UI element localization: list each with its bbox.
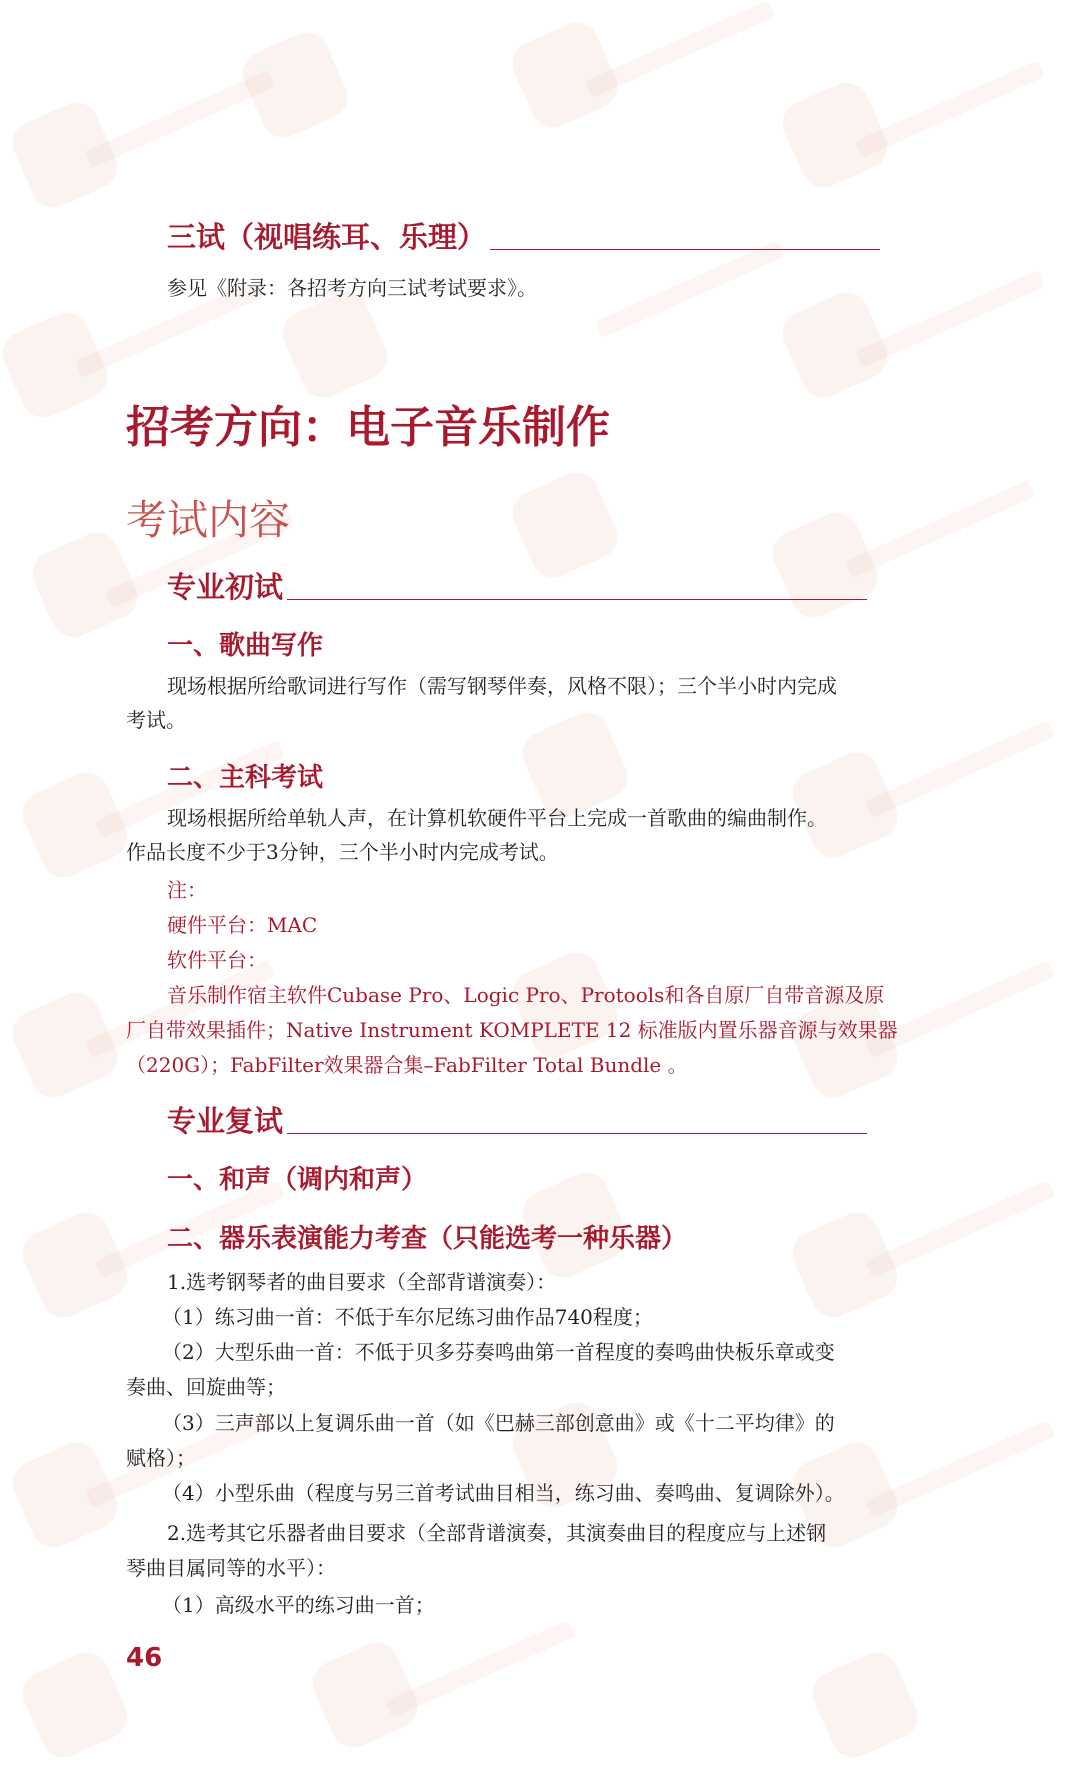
retest-line: （2）大型乐曲一首：不低于贝多芬奏鸣曲第一首程度的奏鸣曲快板乐章或变 <box>162 1340 835 1364</box>
initial-software-line2: 厂自带效果插件；Native Instrument KOMPLETE 12 标准版内置乐器音源与效果器 <box>126 1018 898 1042</box>
initial-note-label: 注： <box>167 878 207 902</box>
retest-heading-rule <box>287 1133 867 1134</box>
retest-line: 琴曲目属同等的水平）： <box>126 1556 336 1580</box>
page-number: 46 <box>126 1643 163 1673</box>
initial-item2-line2: 作品长度不少于3分钟，三个半小时内完成考试。 <box>126 840 559 864</box>
retest-item2-title: 二、器乐表演能力考查（只能选考一种乐器） <box>167 1224 688 1254</box>
retest-item1-title: 一、和声（调内和声） <box>167 1165 428 1195</box>
initial-software-label: 软件平台： <box>167 948 267 972</box>
initial-heading-row <box>167 570 867 604</box>
initial-item1-line1: 现场根据所给歌词进行写作（需写钢琴伴奏，风格不限）；三个半小时内完成 <box>167 674 837 698</box>
retest-heading-row <box>167 1104 867 1138</box>
initial-heading: 专业初试 <box>167 570 284 604</box>
page-title: 招考方向：电子音乐制作 <box>126 402 610 453</box>
initial-hardware: 硬件平台：MAC <box>167 913 318 937</box>
initial-item1-title: 一、歌曲写作 <box>167 631 324 661</box>
retest-line: （1）高级水平的练习曲一首； <box>162 1593 435 1617</box>
initial-heading-rule <box>287 599 867 600</box>
retest-line: 赋格）； <box>126 1446 196 1470</box>
retest3-heading-row <box>167 220 880 254</box>
retest3-heading-rule <box>490 249 880 250</box>
retest3-note: 参见《附录：各招考方向三试考试要求》。 <box>167 276 537 300</box>
retest-line: （4）小型乐曲（程度与另三首考试曲目相当，练习曲、奏鸣曲、复调除外）。 <box>162 1481 845 1505</box>
initial-item2-line1: 现场根据所给单轨人声，在计算机软硬件平台上完成一首歌曲的编曲制作。 <box>167 806 827 830</box>
retest-heading: 专业复试 <box>167 1104 284 1138</box>
initial-item1-line2: 考试。 <box>126 708 186 732</box>
retest-line: （3）三声部以上复调乐曲一首（如《巴赫三部创意曲》或《十二平均律》的 <box>162 1411 835 1435</box>
section-subtitle: 考试内容 <box>126 496 290 544</box>
retest3-heading: 三试（视唱练耳、乐理） <box>167 220 487 254</box>
retest-line: 1.选考钢琴者的曲目要求（全部背谱演奏）： <box>167 1270 557 1294</box>
retest-line: 2.选考其它乐器者曲目要求（全部背谱演奏，其演奏曲目的程度应与上述钢 <box>167 1521 827 1545</box>
retest-line: 奏曲、回旋曲等； <box>126 1375 286 1399</box>
retest-line: （1）练习曲一首：不低于车尔尼练习曲作品740程度； <box>162 1305 653 1329</box>
initial-item2-title: 二、主科考试 <box>167 763 324 793</box>
initial-software-line1: 音乐制作宿主软件Cubase Pro、Logic Pro、Protools和各自原厂自带音源及原 <box>167 983 885 1007</box>
initial-software-line3: （220G）；FabFilter效果器合集–FabFilter Total Bundle 。 <box>126 1053 688 1077</box>
